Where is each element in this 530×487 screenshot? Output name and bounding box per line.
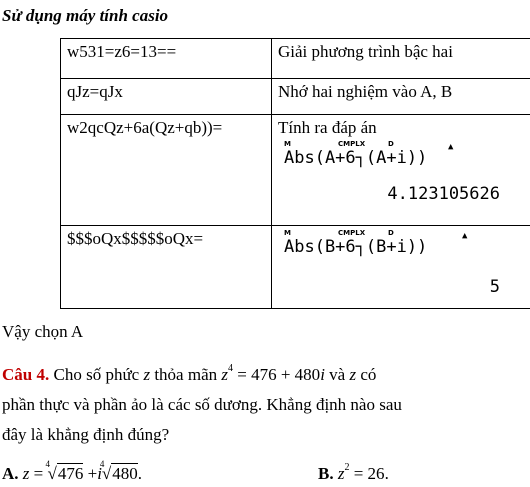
root-index: 4 bbox=[45, 459, 50, 469]
heading: Sử dụng máy tính casio bbox=[2, 6, 169, 25]
fourth-root: 4 √480 bbox=[99, 459, 138, 483]
key-sequence: w2qcQz+6a(Qz+qb))= bbox=[61, 115, 272, 226]
question-label: Câu 4. bbox=[2, 365, 50, 384]
step-description: Nhớ hai nghiệm vào A, B bbox=[272, 79, 530, 115]
table-row bbox=[61, 39, 530, 79]
radicand: 480 bbox=[112, 464, 138, 483]
step-description: Tính ra đáp án bbox=[278, 118, 377, 137]
question-line-3: đây là khẳng định đúng? bbox=[2, 425, 170, 444]
degree-indicator: D bbox=[388, 140, 394, 148]
memory-indicator: M bbox=[284, 140, 291, 148]
math-variable: z bbox=[221, 365, 228, 384]
math-variable: z bbox=[143, 365, 151, 384]
exponent: 4 bbox=[228, 363, 233, 374]
calculator-screen bbox=[278, 138, 524, 214]
root-index: 4 bbox=[99, 459, 105, 469]
radicand: 476 bbox=[57, 464, 84, 483]
step-cell bbox=[272, 226, 530, 309]
question-text: Cho số phức bbox=[53, 365, 140, 384]
step-cell bbox=[272, 115, 530, 226]
answer-a[interactable] bbox=[2, 459, 143, 484]
question-text: thỏa mãn bbox=[154, 365, 218, 384]
key-sequence: qJz=qJx bbox=[61, 79, 272, 115]
answer-label: B. bbox=[318, 464, 334, 483]
equation-rhs: = 26 bbox=[353, 464, 385, 483]
screen-result: 5 bbox=[489, 277, 500, 297]
calculator-screen bbox=[278, 229, 524, 301]
plus-sign: + bbox=[87, 464, 98, 483]
exponent: 2 bbox=[344, 462, 350, 473]
conclusion: Vậy chọn A bbox=[2, 322, 84, 341]
question-text: có bbox=[360, 365, 377, 384]
table-row bbox=[61, 79, 530, 115]
screen-expression: Abs(A+6┐(A+i)) bbox=[284, 148, 428, 168]
fourth-root: 4 √476 bbox=[45, 459, 84, 483]
cmplx-indicator: CMPLX bbox=[338, 140, 366, 148]
question-text: và bbox=[329, 365, 346, 384]
period: . bbox=[137, 464, 143, 483]
key-sequence: $$$oQx$$$$$oQx= bbox=[61, 226, 272, 309]
answer-b[interactable] bbox=[318, 464, 389, 484]
imaginary-unit: i bbox=[320, 365, 325, 384]
math-variable: z bbox=[22, 464, 30, 483]
screen-result: 4.123105626 bbox=[387, 184, 500, 204]
key-sequence: w531=z6=13== bbox=[61, 39, 272, 79]
scroll-up-indicator-icon: ▲ bbox=[448, 142, 454, 152]
question-line-2: phần thực và phần ảo là các số dương. Khẳng định nào sau bbox=[2, 395, 402, 414]
table-row bbox=[61, 226, 530, 309]
table-row bbox=[61, 115, 530, 226]
math-variable: z bbox=[349, 365, 357, 384]
question-line-1 bbox=[2, 364, 376, 386]
scroll-up-indicator-icon: ▲ bbox=[462, 231, 468, 241]
period: . bbox=[384, 464, 389, 483]
memory-indicator: M bbox=[284, 229, 291, 237]
degree-indicator: D bbox=[388, 229, 394, 237]
imaginary-unit: i bbox=[97, 464, 102, 483]
step-description: Giải phương trình bậc hai bbox=[272, 39, 530, 79]
casio-steps-table bbox=[60, 38, 530, 309]
equals-sign: = bbox=[33, 464, 44, 483]
math-variable: z bbox=[337, 464, 345, 483]
screen-expression: Abs(B+6┐(B+i)) bbox=[284, 237, 428, 257]
equation-rhs: = 476 + 480 bbox=[237, 365, 321, 384]
cmplx-indicator: CMPLX bbox=[338, 229, 366, 237]
answer-label: A. bbox=[2, 464, 19, 483]
